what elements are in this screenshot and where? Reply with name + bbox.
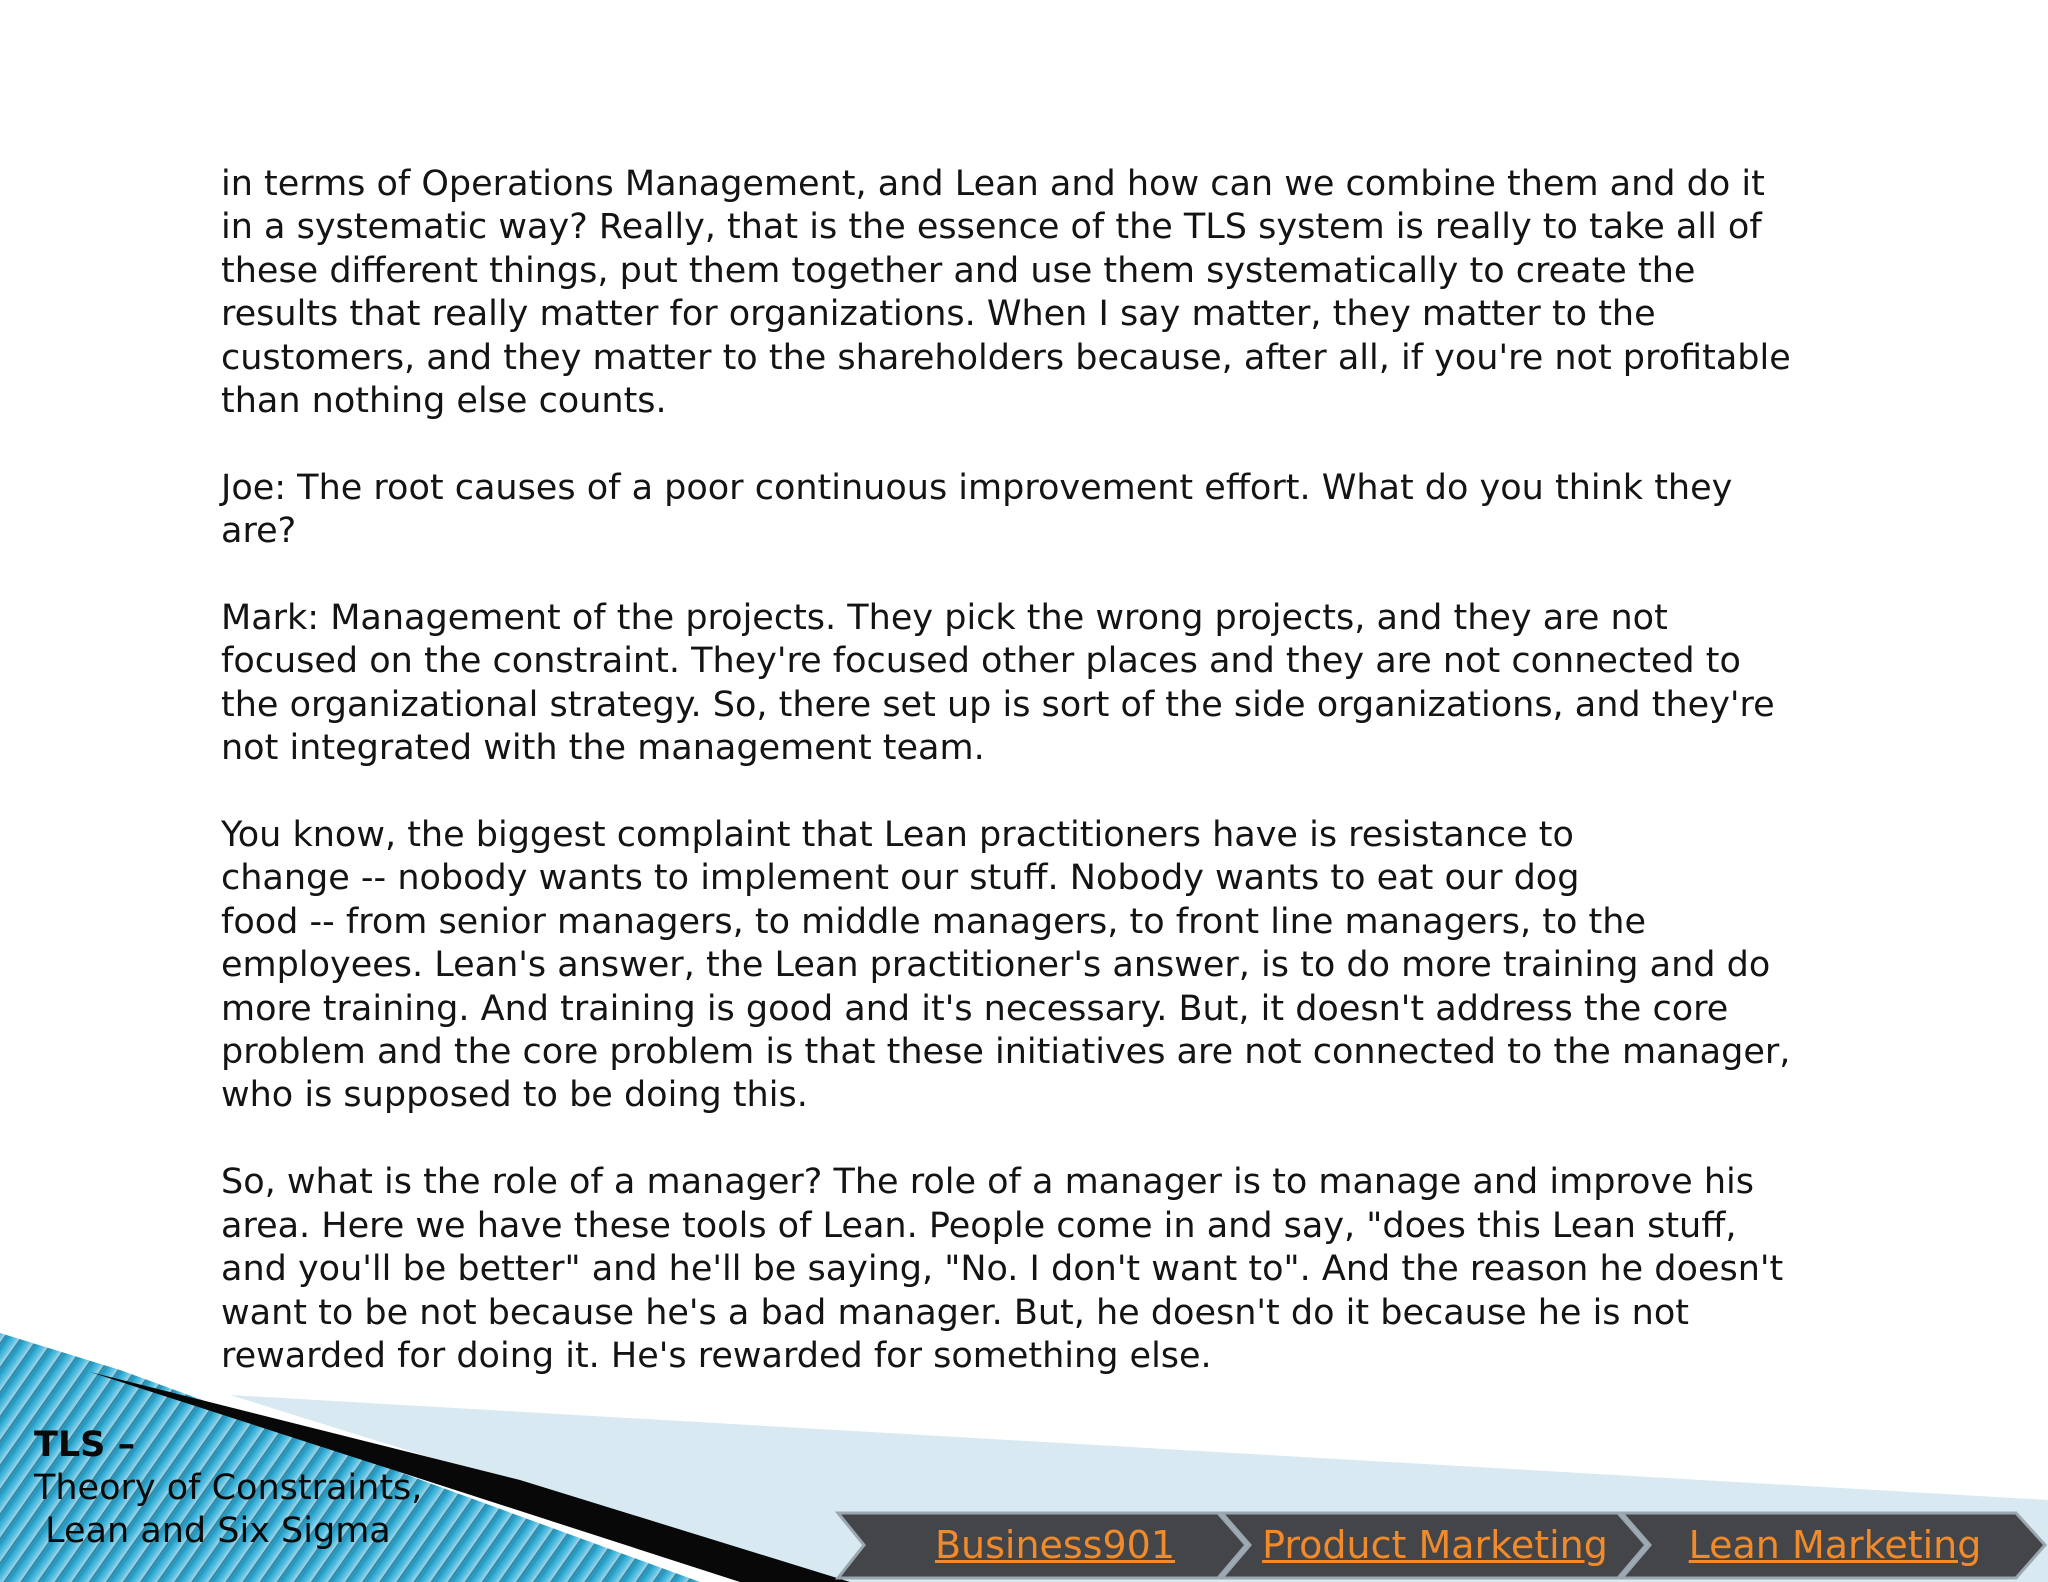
paragraph: Mark: Management of the projects. They pick the wrong projects, and they are not focused on the constraint. They're focused other places and they are not connected to the organizational strategy. So, there set up is sort of the side organizations, and they're not integrated with the management team. bbox=[221, 598, 1775, 769]
paragraph: Joe: The root causes of a poor continuous improvement effort. What do you think they are? bbox=[221, 467, 1733, 552]
footer-title bbox=[34, 1424, 422, 1553]
footer-title-line3: Lean and Six Sigma bbox=[34, 1511, 391, 1551]
transcript-body bbox=[221, 163, 1941, 1422]
paragraph: So, what is the role of a manager? The role of a manager is to manage and improve his area. Here we have these tools of Lean. People come in and say, "does this Lean stuff, and you'll be better" and he'll be saying, "No. I don't want to". And the reason he doesn't want to be not because he's a bad manager. But, he doesn't do it because he is not rewarded for doing it. He's rewarded for something else. bbox=[221, 1162, 1784, 1376]
footer-title-line1: TLS – bbox=[34, 1425, 136, 1465]
nav-link-business901[interactable]: Business901 bbox=[934, 1523, 1176, 1567]
footer-title-line2: Theory of Constraints, bbox=[34, 1468, 423, 1508]
nav-link-product-marketing[interactable]: Product Marketing bbox=[1262, 1523, 1608, 1567]
paragraph: in terms of Operations Management, and Lean and how can we combine them and do it in a systematic way? Really, that is the essence of the TLS system is really to take all of these different things, put them together and use them systematically to create the results that really matter for organizations. When I say matter, they matter to the customers, and they matter to the shareholders because, after all, if you're not profitable than nothing else counts. bbox=[221, 164, 1791, 422]
nav-link-lean-marketing[interactable]: Lean Marketing bbox=[1688, 1523, 1982, 1567]
paragraph: You know, the biggest complaint that Lean practitioners have is resistance to change -- nobody wants to implement our stuff. Nobody wants to eat our dog food -- from senior managers, to middle managers, to front line managers, to the employees. Lean's answer, the Lean practitioner's answer, is to do more training and do more training. And training is good and it's necessary. But, it doesn't address the core problem and the core problem is that these initiatives are not connected to the manager, who is supposed to be doing this. bbox=[221, 815, 1791, 1116]
